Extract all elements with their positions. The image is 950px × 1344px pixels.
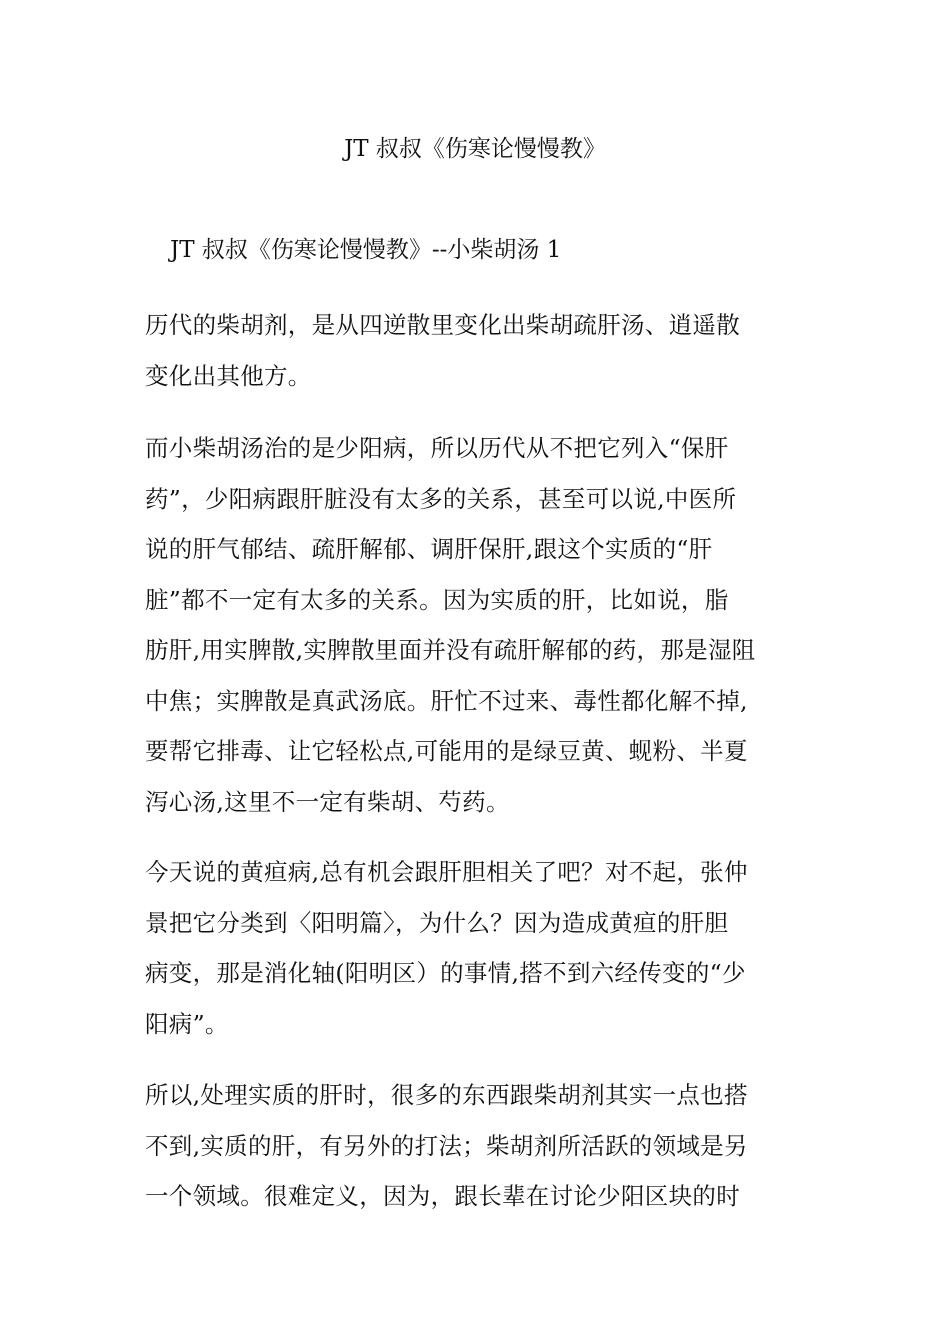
paragraph-1 — [145, 300, 815, 401]
paragraph-4 — [145, 1070, 815, 1222]
paragraph-3 — [145, 847, 815, 1049]
paragraph-line: 历代的柴胡剂，是从四逆散里变化出柴胡疏肝汤、逍遥散 — [145, 311, 740, 339]
document-title: JT 叔叔《伤寒论慢慢教》 — [344, 136, 606, 162]
paragraph-line: 所以,处理实质的肝时，很多的东西跟柴胡剂其实一点也搭 — [145, 1081, 748, 1109]
paragraph-line: 要帮它排毒、让它轻松点,可能用的是绿豆黄、蚬粉、半夏 — [145, 737, 748, 765]
paragraph-line: 肪肝,用实脾散,实脾散里面并没有疏肝解郁的药，那是湿阻 — [145, 636, 756, 664]
paragraph-line: 景把它分类到〈阳明篇〉，为什么？因为造成黄疸的肝胆 — [145, 908, 729, 937]
document-subtitle: JT 叔叔《伤寒论慢慢教》--小柴胡汤 1 — [170, 237, 562, 263]
paragraph-line: 病变，那是消化轴(阳明区）的事情,搭不到六经传变的“少 — [145, 959, 746, 987]
paragraph-line: 不到,实质的肝，有另外的打法；柴胡剂所活跃的领域是另 — [145, 1131, 748, 1160]
paragraph-2 — [145, 423, 815, 827]
paragraph-line: 阳病”。 — [145, 1009, 229, 1038]
paragraph-line: 说的肝气郁结、疏肝解郁、调肝保肝,跟这个实质的“肝 — [145, 535, 713, 563]
paragraph-line: 而小柴胡汤治的是少阳病，所以历代从不把它列入“保肝 — [145, 434, 729, 462]
paragraph-line: 变化出其他方。 — [145, 361, 312, 390]
paragraph-line: 脏”都不一定有太多的关系。因为实质的肝，比如说，脂 — [145, 585, 729, 614]
paragraph-line: 一个领域。很难定义，因为，跟长辈在讨论少阳区块的时 — [145, 1182, 740, 1210]
paragraph-line: 泻心汤,这里不一定有柴胡、芍药。 — [145, 787, 510, 816]
paragraph-line: 中焦；实脾散是真武汤底。肝忙不过来、毒性都化解不掉, — [145, 686, 748, 715]
paragraph-line: 药”，少阳病跟肝脏没有太多的关系，甚至可以说,中医所 — [145, 484, 737, 513]
paragraph-line: 今天说的黄疸病,总有机会跟肝胆相关了吧？对不起，张仲 — [145, 858, 748, 886]
